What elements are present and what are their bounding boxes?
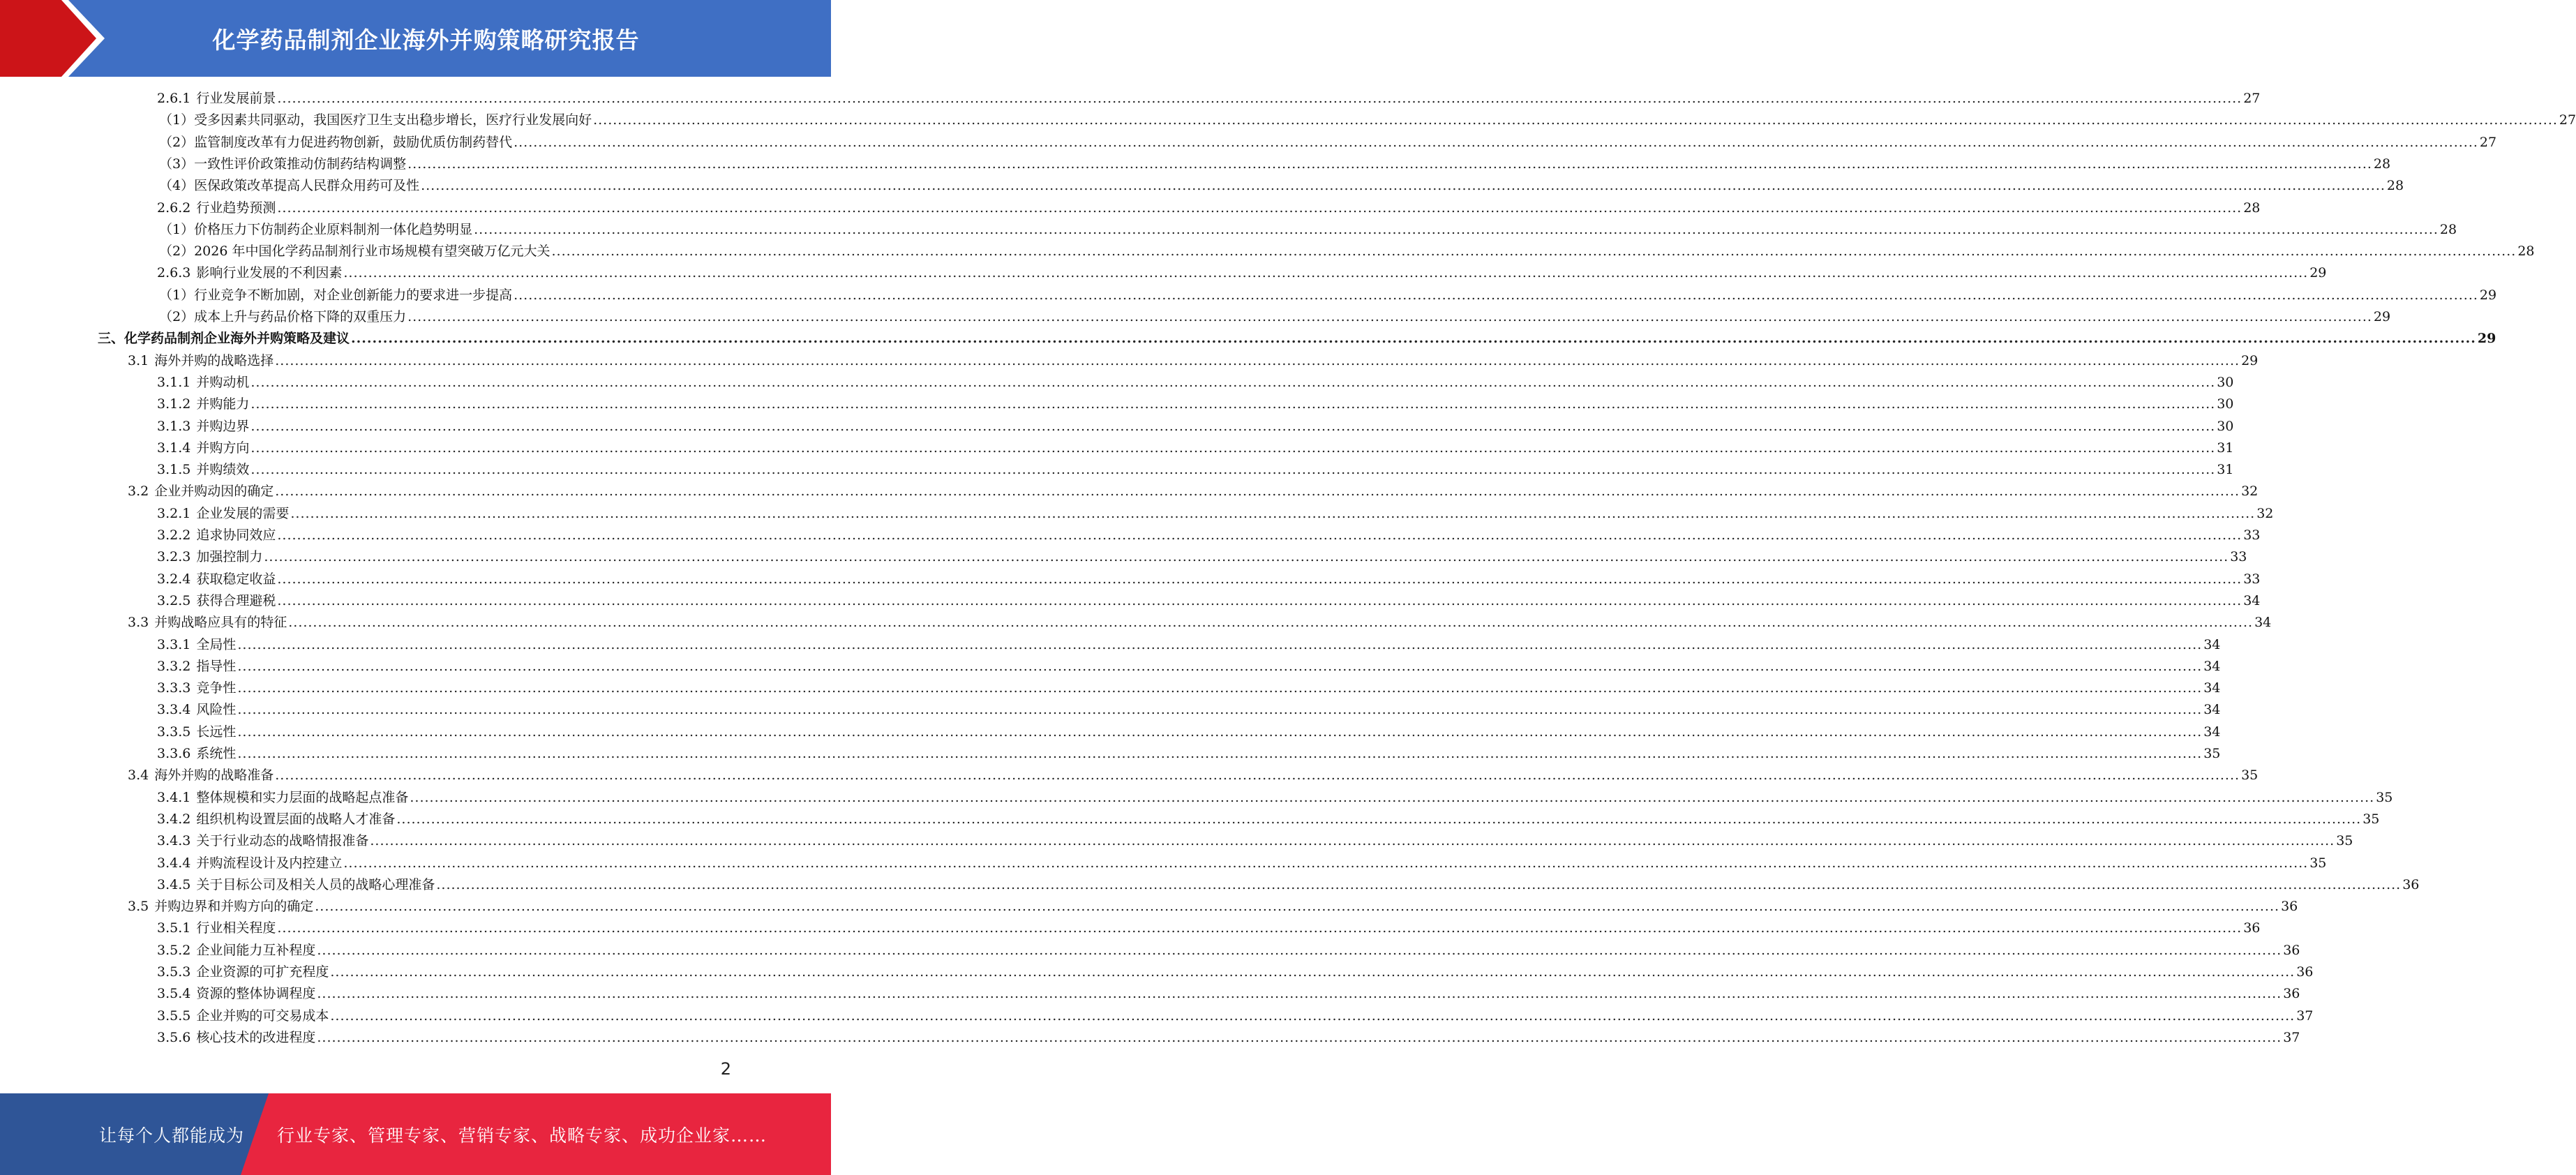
toc-leader-dots: ................................................................................................................................................................................................................................................................................................................................................................................................................ [277,571,2242,587]
toc-entry-title: 加强控制力 [196,549,263,565]
toc-leader-dots: ................................................................................................................................................................................................................................................................................................................................................................................................................ [237,636,2203,652]
toc-entry-title: 并购能力 [196,396,250,412]
toc-entry-title: 获取稳定收益 [196,571,276,587]
toc-entry[interactable] [157,394,2234,415]
toc-entry-number: 3.4.1 [157,789,191,805]
toc-entry[interactable] [157,437,2234,459]
toc-entry[interactable] [157,830,2353,852]
toc-entry-number: 3.5.1 [157,920,191,936]
toc-leader-dots: ................................................................................................................................................................................................................................................................................................................................................................................................................ [330,1008,2296,1024]
toc-entry-title: （2）成本上升与药品价格下降的双重压力 [159,309,407,324]
toc-entry-page: 35 [2376,789,2393,805]
toc-entry[interactable] [157,853,2327,874]
toc-entry[interactable] [157,656,2221,678]
toc-leader-dots: ................................................................................................................................................................................................................................................................................................................................................................................................................ [277,200,2242,216]
toc-leader-dots: ................................................................................................................................................................................................................................................................................................................................................................................................................ [343,265,2309,281]
toc-entry-page: 29 [2479,287,2497,303]
toc-entry-number: 3.4.5 [157,876,191,892]
page-number: 2 [720,1059,731,1079]
toc-entry-page: 30 [2217,396,2234,412]
toc-entry-title: 资源的整体协调程度 [196,986,316,1002]
toc-entry-page: 33 [2243,571,2261,587]
toc-entry-title: 行业发展前景 [196,91,276,106]
toc-entry-page: 32 [2256,505,2274,521]
toc-entry-title: 长远性 [196,724,237,740]
toc-entry-number: 3.4.2 [157,811,191,827]
toc-leader-dots: ................................................................................................................................................................................................................................................................................................................................................................................................................ [474,221,2439,237]
toc-entry-title: （1）价格压力下仿制药企业原料制剂一体化趋势明显 [159,221,473,237]
toc-entry-title: 风险性 [196,702,237,718]
toc-entry[interactable] [128,350,2259,372]
toc-entry-page: 35 [2362,811,2380,827]
toc-entry-page: 34 [2243,592,2261,608]
toc-entry-title: 关于目标公司及相关人员的战略心理准备 [196,876,435,892]
toc-entry-title: 并购方向 [196,440,250,456]
toc-leader-dots: ................................................................................................................................................................................................................................................................................................................................................................................................................ [277,920,2242,936]
toc-entry-title: 并购边界和并购方向的确定 [154,899,314,915]
toc-entry-number: 3.2.4 [157,571,191,587]
toc-entry-number: 3.1.3 [157,418,191,434]
toc-entry-number: 3.4.3 [157,833,191,849]
toc-entry[interactable] [157,874,2420,896]
toc-entry[interactable] [157,918,2261,939]
header-title: 化学药品制剂企业海外并购策略研究报告 [212,26,640,54]
toc-entry-page: 33 [2243,527,2261,543]
toc-entry-title: 并购动机 [196,374,250,390]
toc-entry-page: 31 [2217,462,2234,478]
toc-entry-number: 3.2.3 [157,549,191,565]
toc-leader-dots: ................................................................................................................................................................................................................................................................................................................................................................................................................ [237,658,2203,674]
toc-leader-dots: ................................................................................................................................................................................................................................................................................................................................................................................................................ [237,746,2203,761]
toc-leader-dots: ................................................................................................................................................................................................................................................................................................................................................................................................................ [351,331,2476,347]
toc-entry[interactable] [157,372,2234,394]
toc-entry-page: 36 [2283,942,2300,958]
toc-leader-dots: ................................................................................................................................................................................................................................................................................................................................................................................................................ [514,287,2478,303]
toc-entry-number: 3.1 [128,352,149,368]
toc-leader-dots: ................................................................................................................................................................................................................................................................................................................................................................................................................ [275,352,2240,368]
toc-entry-title: 行业相关程度 [196,920,276,936]
toc-entry-page: 36 [2296,964,2314,980]
toc-entry[interactable] [157,546,2247,568]
toc-entry-page: 29 [2373,309,2391,324]
toc-leader-dots: ................................................................................................................................................................................................................................................................................................................................................................................................................ [237,724,2203,740]
toc-entry[interactable] [128,612,2272,634]
toc-leader-dots: ................................................................................................................................................................................................................................................................................................................................................................................................................ [250,440,2216,456]
toc-leader-dots: ................................................................................................................................................................................................................................................................................................................................................................................................................ [315,899,2280,915]
toc-entry-title: （4）医保政策改革提高人民群众用药可及性 [159,178,420,194]
toc-entry-page: 27 [2559,112,2576,128]
toc-entry[interactable] [159,110,2576,131]
toc-entry-page: 29 [2309,265,2327,281]
toc-entry-title: 海外并购的战略选择 [154,352,274,368]
toc-entry[interactable] [98,328,2496,350]
toc-entry-number: 3.1.2 [157,396,191,412]
toc-entry-number: 2.6.3 [157,265,191,281]
toc-entry-title: 全局性 [196,636,237,652]
toc-entry[interactable] [159,154,2391,175]
toc-entry-title: 企业资源的可扩充程度 [196,964,329,980]
toc-entry-page: 36 [2402,876,2420,892]
toc-entry-number: 3.2 [128,484,149,500]
toc-entry-number: 2.6.2 [157,200,191,216]
toc-entry-number: 3.3.2 [157,658,191,674]
toc-leader-dots: ................................................................................................................................................................................................................................................................................................................................................................................................................ [237,680,2203,696]
toc-entry-page: 28 [2373,156,2391,172]
toc-entry[interactable] [157,1005,2314,1027]
toc-entry[interactable] [128,896,2298,918]
toc-leader-dots: ................................................................................................................................................................................................................................................................................................................................................................................................................ [277,527,2242,543]
toc-leader-dots: ................................................................................................................................................................................................................................................................................................................................................................................................................ [410,789,2375,805]
toc-entry-page: 34 [2203,636,2221,652]
toc-leader-dots: ................................................................................................................................................................................................................................................................................................................................................................................................................ [288,615,2254,631]
toc-leader-dots: ................................................................................................................................................................................................................................................................................................................................................................................................................ [290,505,2256,521]
toc-entry-title: 企业并购动因的确定 [154,484,274,500]
toc-leader-dots: ................................................................................................................................................................................................................................................................................................................................................................................................................ [330,964,2296,980]
toc-entry-page: 34 [2254,615,2272,631]
toc-leader-dots: ................................................................................................................................................................................................................................................................................................................................................................................................................ [514,134,2478,150]
toc-entry-title: 并购边界 [196,418,250,434]
toc-entry-title: 三、化学药品制剂企业海外并购策略及建议 [98,331,350,347]
toc-leader-dots: ................................................................................................................................................................................................................................................................................................................................................................................................................ [250,396,2216,412]
toc-entry[interactable] [157,569,2261,590]
toc-entry-page: 29 [2241,352,2259,368]
toc-entry-title: 企业并购的可交易成本 [196,1008,329,1024]
page-header [0,0,831,77]
toc-entry-title: 企业发展的需要 [196,505,290,521]
toc-entry-page: 28 [2386,178,2404,194]
toc-entry[interactable] [159,175,2404,197]
toc-entry-page: 37 [2296,1008,2314,1024]
toc-entry-page: 27 [2243,91,2261,106]
toc-entry[interactable] [157,503,2274,525]
toc-entry-number: 3.3.4 [157,702,191,718]
toc-entry-number: 3.1.1 [157,374,191,390]
toc-entry-title: （2）监管制度改革有力促进药物创新，鼓励优质仿制药替代 [159,134,513,150]
toc-leader-dots: ................................................................................................................................................................................................................................................................................................................................................................................................................ [275,768,2240,784]
toc-entry-number: 2.6.1 [157,91,191,106]
toc-leader-dots: ................................................................................................................................................................................................................................................................................................................................................................................................................ [407,156,2372,172]
toc-entry[interactable] [157,590,2261,612]
toc-entry-number: 3.3 [128,615,149,631]
toc-entry-title: 关于行业动态的战略情报准备 [196,833,369,849]
toc-entry-page: 33 [2230,549,2247,565]
toc-leader-dots: ................................................................................................................................................................................................................................................................................................................................................................................................................ [250,374,2216,390]
toc-leader-dots: ................................................................................................................................................................................................................................................................................................................................................................................................................ [250,462,2216,478]
toc-entry-title: 系统性 [196,746,237,761]
toc-entry[interactable] [157,699,2221,721]
toc-entry-number: 3.5.5 [157,1008,191,1024]
toc-leader-dots: ................................................................................................................................................................................................................................................................................................................................................................................................................ [407,309,2372,324]
toc-entry[interactable] [157,459,2234,481]
toc-entry-page: 35 [2203,746,2221,761]
toc-entry-title: 海外并购的战略准备 [154,768,274,784]
toc-leader-dots: ................................................................................................................................................................................................................................................................................................................................................................................................................ [317,986,2282,1002]
toc-entry-page: 29 [2477,331,2496,347]
toc-leader-dots: ................................................................................................................................................................................................................................................................................................................................................................................................................ [277,91,2242,106]
toc-entry-title: 企业间能力互补程度 [196,942,316,958]
toc-entry-title: （1）受多因素共同驱动，我国医疗卫生支出稳步增长，医疗行业发展向好 [159,112,592,128]
toc-leader-dots: ................................................................................................................................................................................................................................................................................................................................................................................................................ [250,418,2216,434]
toc-leader-dots: ................................................................................................................................................................................................................................................................................................................................................................................................................ [237,702,2203,718]
toc-entry[interactable] [157,678,2221,699]
toc-entry-page: 34 [2203,658,2221,674]
toc-entry-number: 3.3.6 [157,746,191,761]
toc-entry-title: 核心技术的改进程度 [196,1029,316,1045]
toc-entry-title: 并购绩效 [196,462,250,478]
toc-entry-number: 3.3.1 [157,636,191,652]
toc-leader-dots: ................................................................................................................................................................................................................................................................................................................................................................................................................ [275,484,2240,500]
toc-leader-dots: ................................................................................................................................................................................................................................................................................................................................................................................................................ [593,112,2558,128]
toc-entry-page: 28 [2243,200,2261,216]
toc-entry-number: 3.3.3 [157,680,191,696]
toc-entry-title: （2）2026 年中国化学药品制剂行业市场规模有望突破万亿元大关 [159,244,551,260]
toc-entry-page: 35 [2309,855,2327,871]
toc-entry[interactable] [157,634,2221,656]
toc-leader-dots: ................................................................................................................................................................................................................................................................................................................................................................................................................ [343,855,2309,871]
toc-entry-title: （1）行业竞争不断加剧，对企业创新能力的要求进一步提高 [159,287,513,303]
toc-entry-page: 32 [2241,484,2259,500]
toc-entry-number: 3.2.2 [157,527,191,543]
toc-entry[interactable] [159,306,2391,328]
toc-leader-dots: ................................................................................................................................................................................................................................................................................................................................................................................................................ [396,811,2362,827]
toc-leader-dots: ................................................................................................................................................................................................................................................................................................................................................................................................................ [317,1029,2282,1045]
toc-entry-number: 3.4.4 [157,855,191,871]
toc-entry-number: 3.3.5 [157,724,191,740]
toc-entry[interactable] [157,1027,2300,1049]
toc-leader-dots: ................................................................................................................................................................................................................................................................................................................................................................................................................ [277,592,2242,608]
toc-entry-page: 28 [2517,244,2535,260]
toc-entry[interactable] [157,416,2234,437]
toc-entry-title: 并购流程设计及内控建立 [196,855,343,871]
toc-entry-number: 3.5.3 [157,964,191,980]
toc-entry-page: 34 [2203,724,2221,740]
toc-entry[interactable] [157,525,2261,546]
toc-entry-page: 31 [2217,440,2234,456]
footer-slogan-right: 行业专家、管理专家、营销专家、战略专家、成功企业家…… [277,1125,767,1146]
toc-leader-dots: ................................................................................................................................................................................................................................................................................................................................................................................................................ [436,876,2402,892]
toc-leader-dots: ................................................................................................................................................................................................................................................................................................................................................................................................................ [421,178,2386,194]
toc-entry[interactable] [157,262,2327,284]
toc-entry[interactable] [157,197,2261,219]
toc-entry[interactable] [159,241,2535,262]
toc-entry[interactable] [157,721,2221,743]
toc-entry-title: 组织机构设置层面的战略人才准备 [196,811,396,827]
toc-entry[interactable] [157,787,2393,809]
toc-entry-page: 36 [2243,920,2261,936]
page-footer [0,1093,831,1175]
toc-entry-page: 30 [2217,418,2234,434]
toc-entry-number: 3.4 [128,768,149,784]
toc-entry-page: 35 [2336,833,2353,849]
toc-entry-title: 行业趋势预测 [196,200,276,216]
toc-entry[interactable] [159,285,2497,306]
toc-entry-page: 34 [2203,702,2221,718]
toc-entry-title: 整体规模和实力层面的战略起点准备 [196,789,409,805]
toc-entry-title: 追求协同效应 [196,527,276,543]
toc-entry[interactable] [157,743,2221,765]
toc-entry-page: 28 [2439,221,2457,237]
toc-entry-number: 3.2.1 [157,505,191,521]
toc-leader-dots: ................................................................................................................................................................................................................................................................................................................................................................................................................ [317,942,2282,958]
toc-entry-number: 3.1.5 [157,462,191,478]
toc-entry[interactable] [159,132,2497,154]
toc-entry-title: 竞争性 [196,680,237,696]
toc-entry-number: 3.5.4 [157,986,191,1002]
toc-entry-page: 37 [2283,1029,2300,1045]
toc-entry-number: 3.5.6 [157,1029,191,1045]
toc-entry[interactable] [128,481,2259,502]
toc-entry-page: 35 [2241,768,2259,784]
header-chevron-decoration [0,0,112,77]
toc-entry-title: 影响行业发展的不利因素 [196,265,343,281]
toc-entry-number: 3.2.5 [157,592,191,608]
footer-slogan-left: 让每个人都能成为 [99,1125,245,1146]
toc-leader-dots: ................................................................................................................................................................................................................................................................................................................................................................................................................ [370,833,2335,849]
toc-entry[interactable] [157,983,2300,1005]
toc-entry-title: 并购战略应具有的特征 [154,615,287,631]
toc-entry[interactable] [157,940,2300,961]
toc-entry[interactable] [157,961,2314,983]
toc-entry-page: 27 [2479,134,2497,150]
toc-entry-number: 3.5.2 [157,942,191,958]
toc-entry-title: （3）一致性评价政策推动仿制药结构调整 [159,156,407,172]
toc-leader-dots: ................................................................................................................................................................................................................................................................................................................................................................................................................ [551,244,2517,260]
toc-entry[interactable] [157,809,2380,830]
toc-entry-title: 获得合理避税 [196,592,276,608]
toc-entry-page: 30 [2217,374,2234,390]
toc-entry-page: 36 [2281,899,2298,915]
toc-entry-title: 指导性 [196,658,237,674]
toc-leader-dots: ................................................................................................................................................................................................................................................................................................................................................................................................................ [264,549,2229,565]
toc-entry-page: 36 [2283,986,2300,1002]
toc-entry-number: 3.5 [128,899,149,915]
toc-entry[interactable] [157,88,2261,110]
toc-entry-page: 34 [2203,680,2221,696]
toc-entry[interactable] [159,219,2457,241]
toc-entry[interactable] [128,765,2259,786]
toc-entry-number: 3.1.4 [157,440,191,456]
